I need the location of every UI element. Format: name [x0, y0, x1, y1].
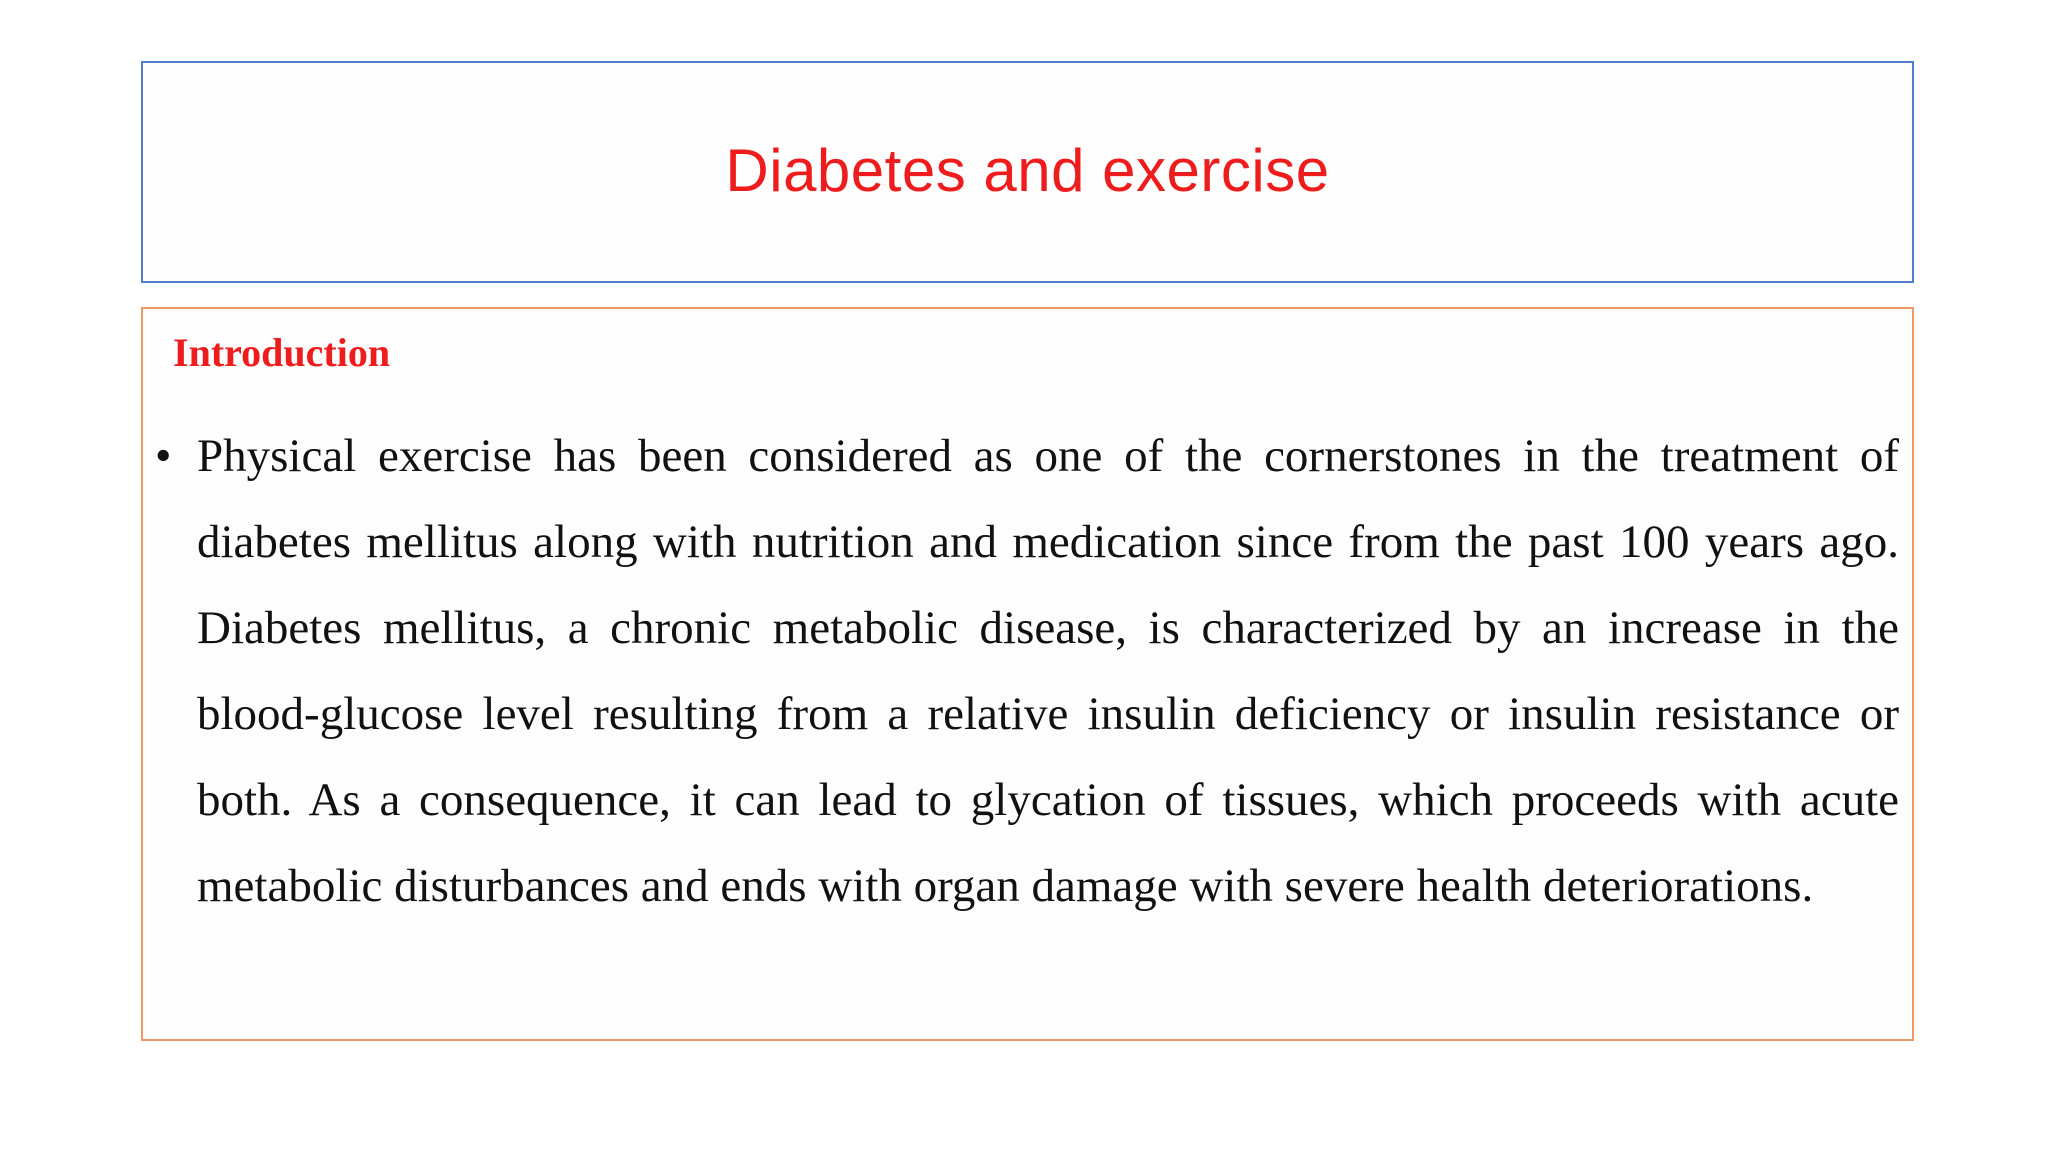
section-heading: Introduction — [173, 330, 391, 375]
body-paragraph: Physical exercise has been considered as one of the cornerstones in the treatment of diabetes mellitus along with nutrition and medication since from the past 100 years ago. Diabetes mellitus, a chronic metabolic disease, is characterized by an increase in the blood-glucose level resulting from a relative insulin deficiency or insulin resistance or both. As a consequence, it can lead to glycation of tissues, which proceeds with acute metabolic disturbances and ends with organ damage with severe health deteriorations. — [197, 430, 1899, 912]
title-box — [141, 61, 1914, 283]
content-box — [141, 307, 1914, 1041]
bullet-marker: • — [155, 430, 172, 482]
slide-title: Diabetes and exercise — [725, 137, 1330, 204]
